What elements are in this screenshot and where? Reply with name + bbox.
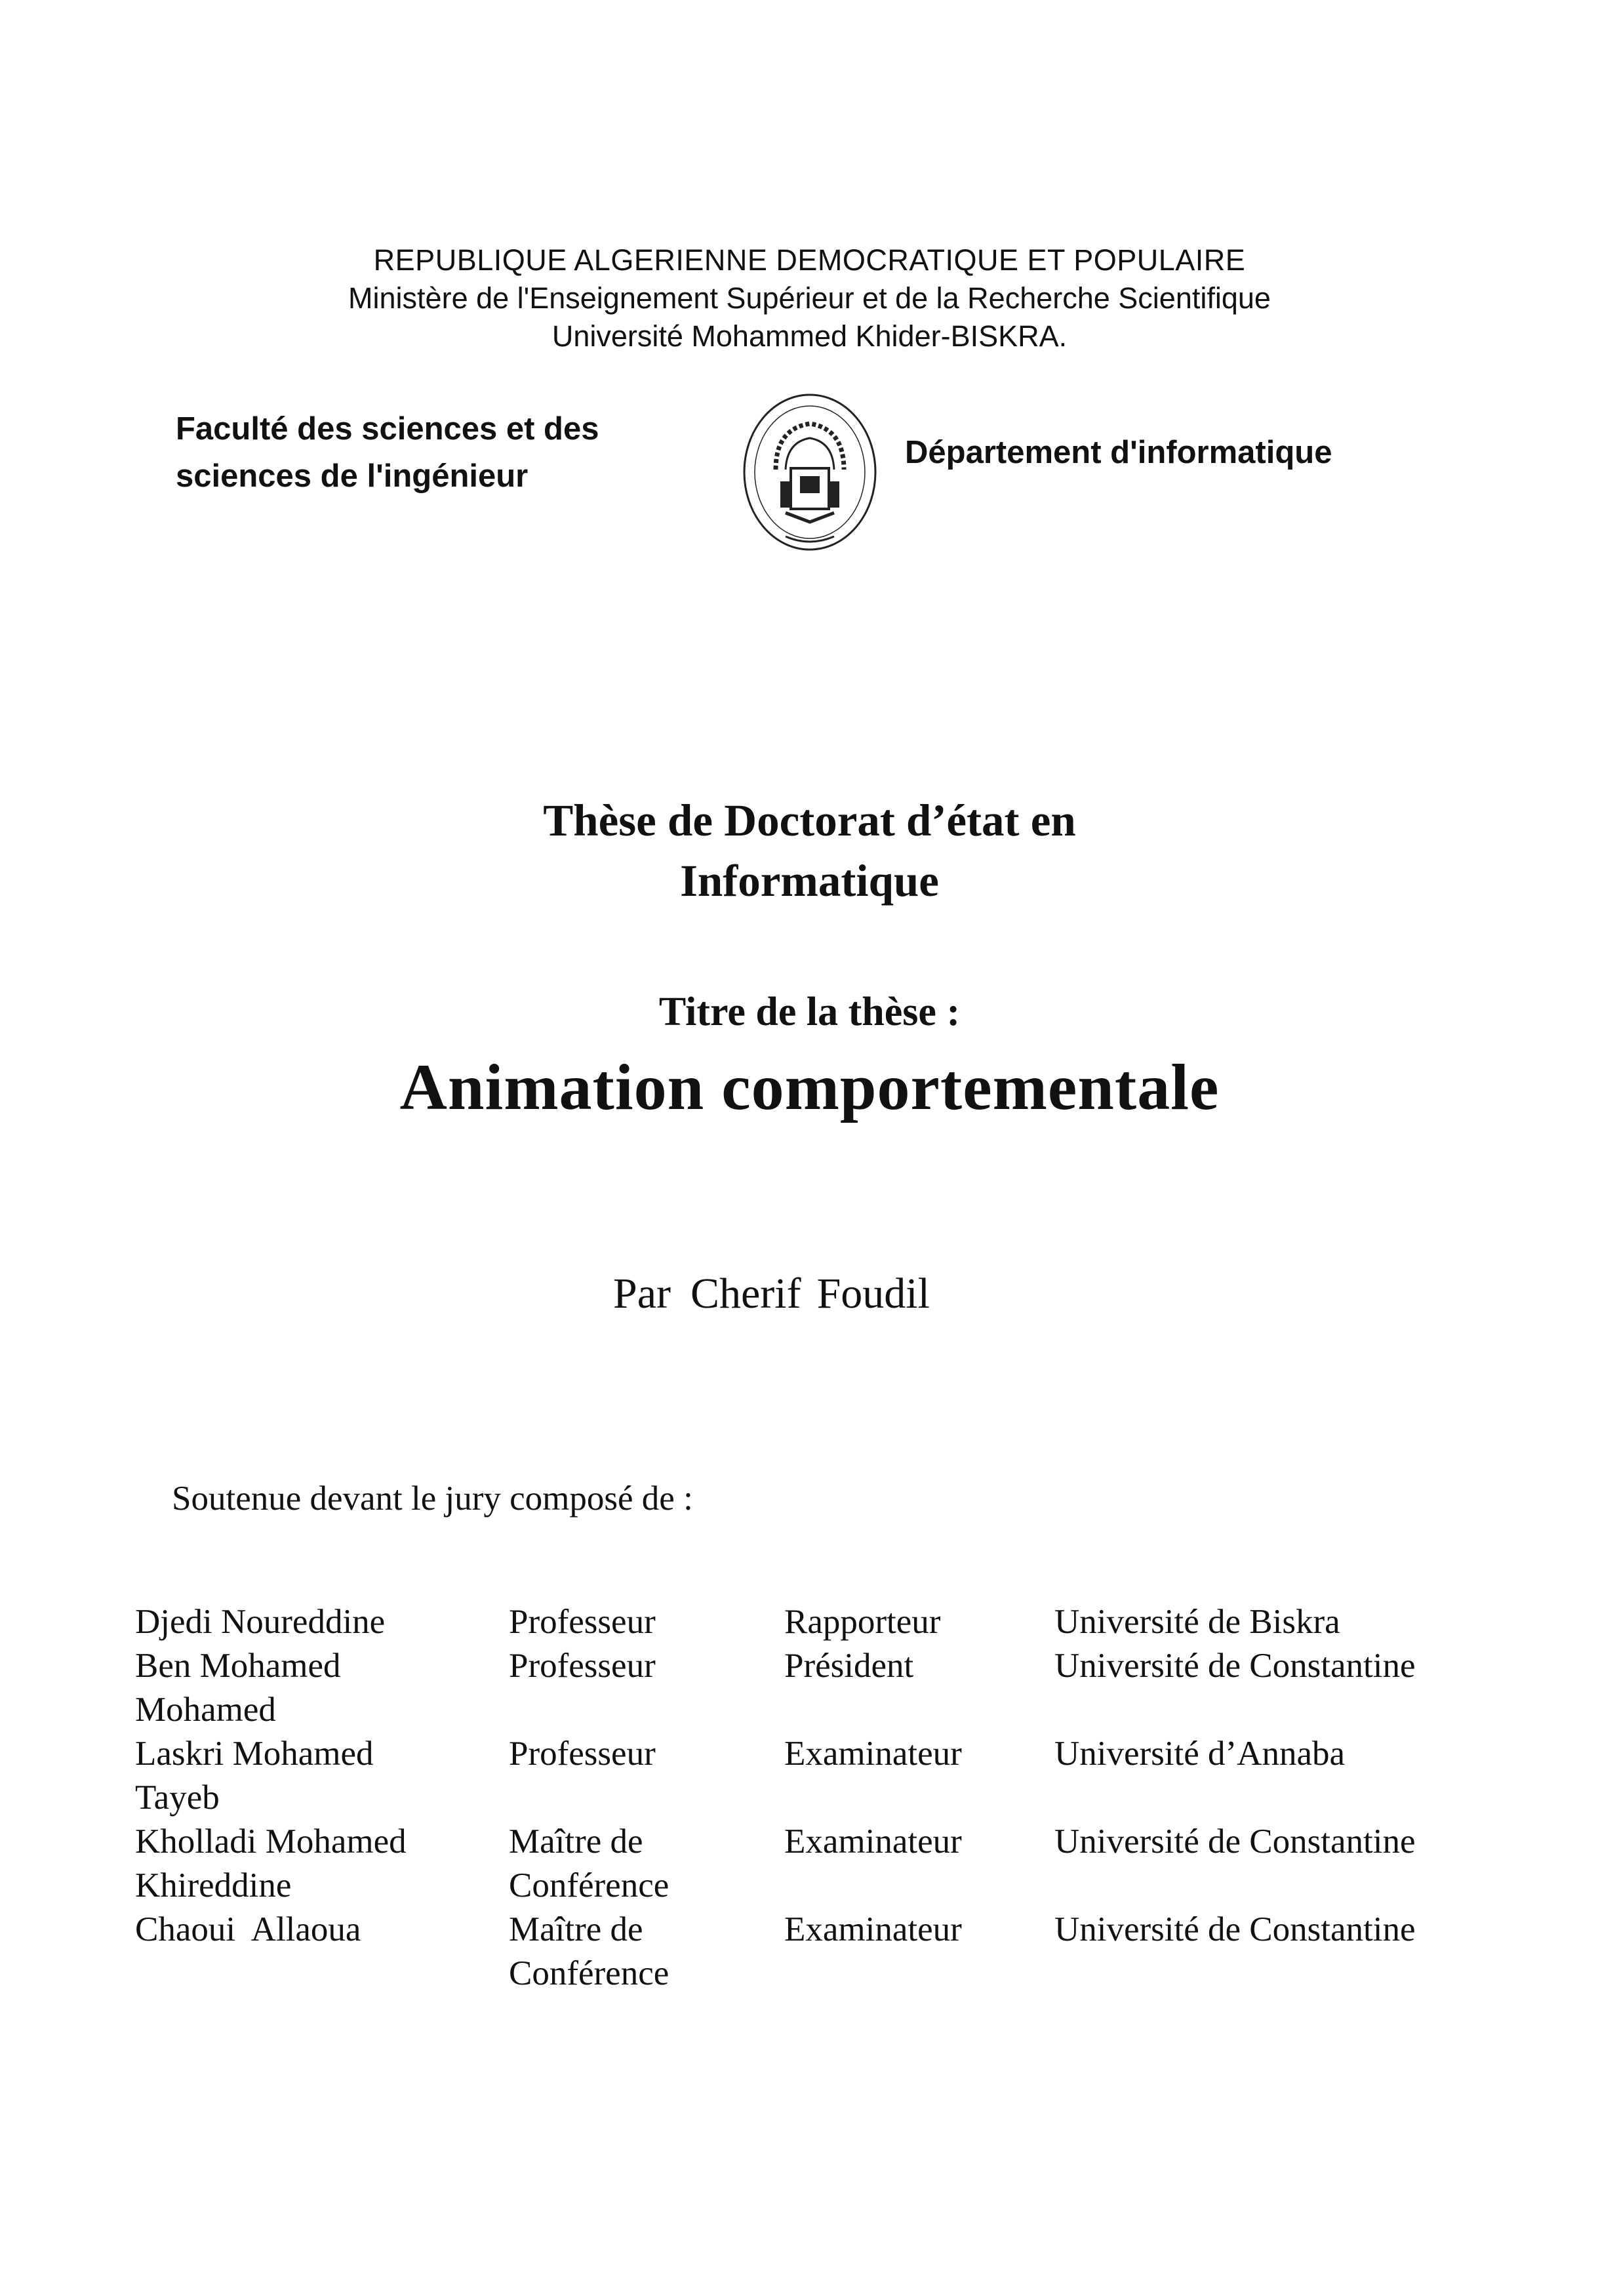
jury-intro: Soutenue devant le jury composé de : [172,1480,693,1518]
jury-rank: Professeur [509,1603,656,1641]
jury-role: Rapporteur [784,1603,941,1641]
jury-university: Université d’Annaba [1054,1735,1345,1773]
faculty-name [176,405,599,500]
jury-role: Examinateur [784,1735,962,1773]
jury-name: Djedi Noureddine [135,1603,386,1641]
thesis-type-line-2: Informatique [680,856,939,906]
jury-university: Université de Constantine [1054,1647,1416,1685]
jury-rank: Maître de Conférence [509,1823,670,1904]
jury-rank: Maître de Conférence [509,1910,670,1992]
author-last-name: Foudil [816,1270,930,1318]
jury-university: Université de Constantine [1054,1910,1416,1948]
department-name: Département d'informatique [905,435,1332,470]
jury-name: Chaoui Allaoua [135,1910,361,1948]
author-first-name: Cherif [690,1270,801,1318]
title-label: Titre de la thèse : [658,990,961,1034]
jury-role: Président [784,1647,914,1685]
jury-role: Examinateur [784,1910,962,1948]
jury-name: Ben Mohamed Mohamed [135,1647,341,1729]
ministry-line: Ministère de l'Enseignement Supérieur et de la Recherche Scientifique [348,281,1271,315]
jury-name: Kholladi Mohamed Khireddine [135,1823,407,1904]
author-line [613,1269,930,1319]
thesis-title: Animation comportementale [399,1051,1220,1123]
jury-rank: Professeur [509,1735,656,1773]
author-prefix: Par [613,1270,671,1318]
jury-university: Université de Constantine [1054,1823,1416,1861]
institution-header [0,241,1619,355]
faculty-line-2: sciences de l'ingénieur [176,458,529,494]
jury-university: Université de Biskra [1054,1603,1340,1641]
faculty-line-1: Faculté des sciences et des [176,411,599,447]
jury-role: Examinateur [784,1823,962,1861]
thesis-type [0,790,1619,911]
republic-line: REPUBLIQUE ALGERIENNE DEMOCRATIQUE ET POPULAIRE [373,243,1246,277]
university-line: Université Mohammed Khider-BISKRA. [551,319,1068,353]
university-seal-icon [740,391,880,560]
thesis-type-line-1: Thèse de Doctorat d’état en [543,796,1076,845]
jury-rank: Professeur [509,1647,656,1685]
jury-name: Laskri Mohamed Tayeb [135,1735,374,1817]
